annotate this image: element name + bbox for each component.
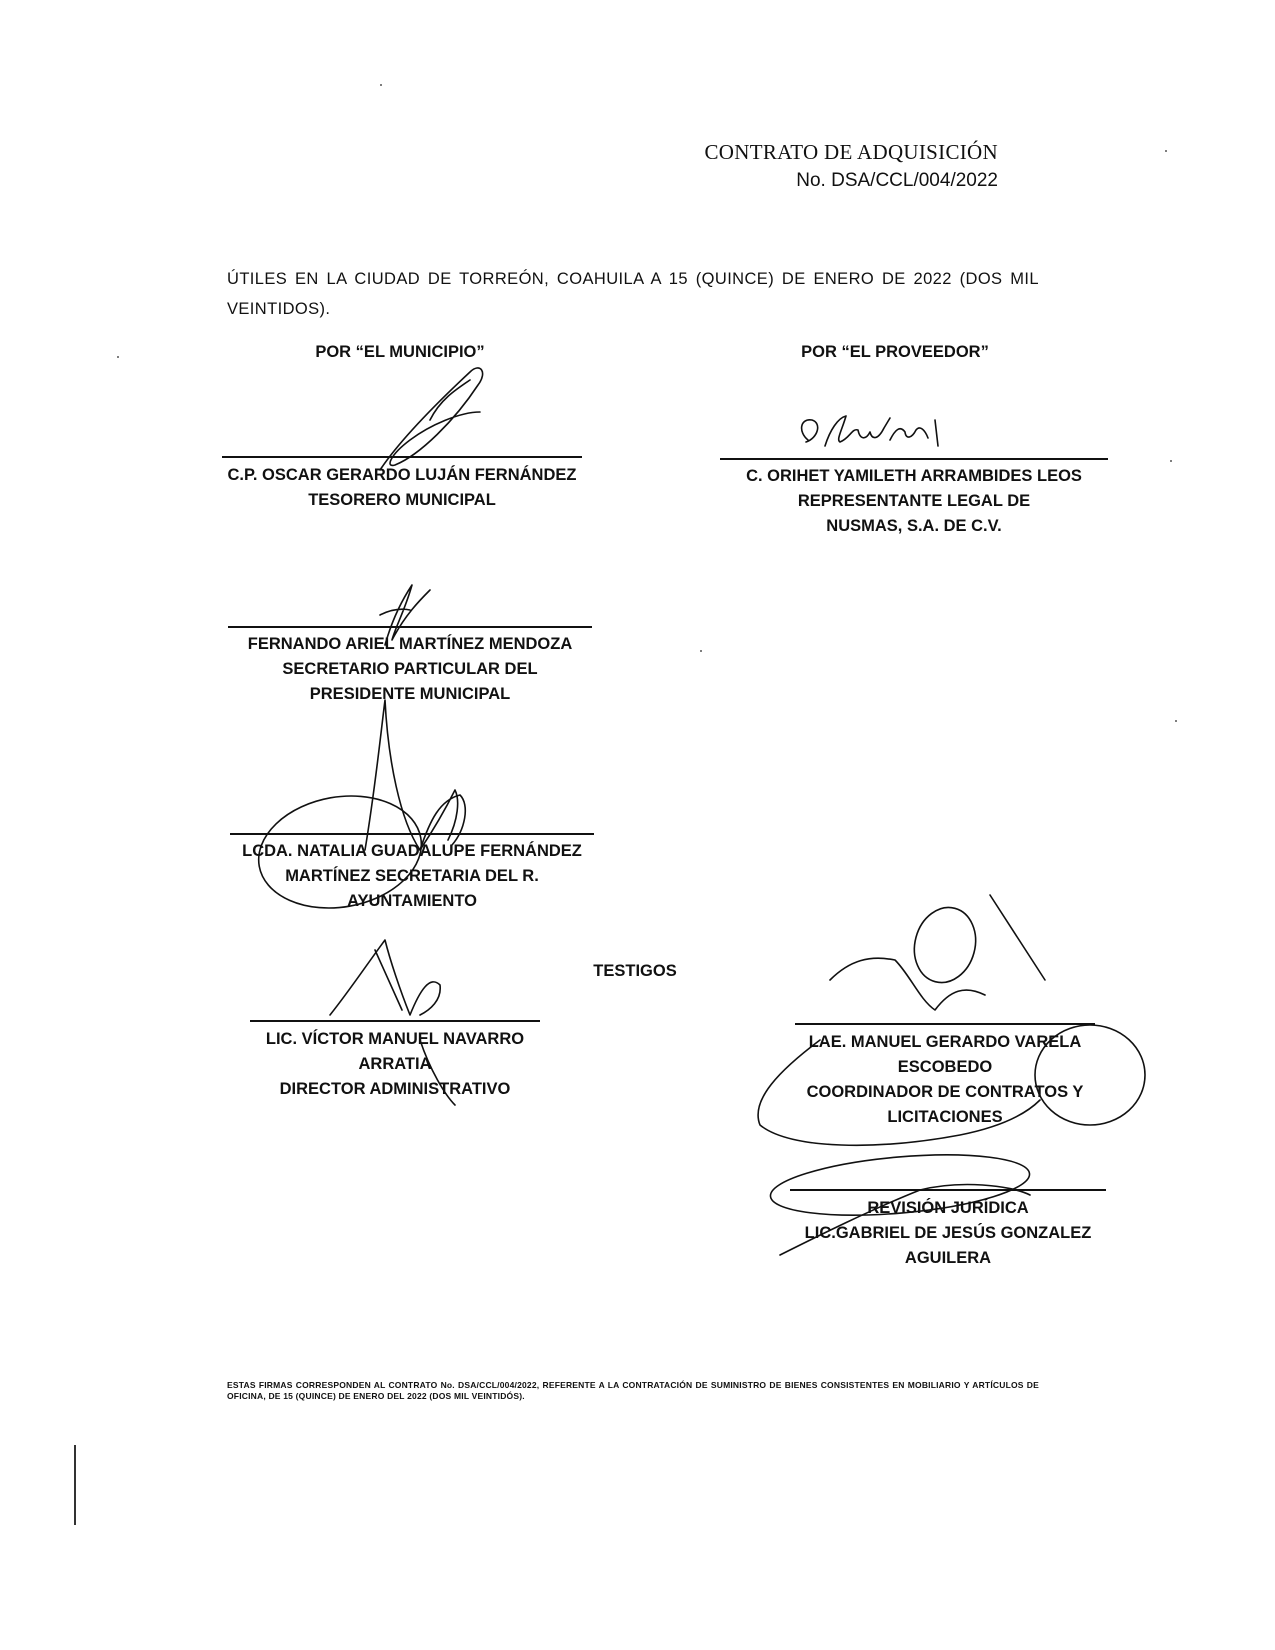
signatory-revision-juridica [790, 1196, 1106, 1271]
scan-speck [380, 84, 382, 86]
signatory-name: C. ORIHET YAMILETH ARRAMBIDES LEOS [746, 467, 1082, 485]
signatory-director-administrativo [230, 1027, 560, 1102]
scan-speck [1165, 150, 1167, 152]
signatory-tesorero [222, 463, 582, 513]
signature-line-coordinador [795, 1023, 1095, 1025]
scan-speck [700, 650, 702, 652]
signatory-role: MARTÍNEZ SECRETARIA DEL R. [285, 867, 539, 885]
revision-heading: REVISIÓN JURÍDICA [867, 1199, 1029, 1217]
signatory-name: FERNANDO ARIEL MARTÍNEZ MENDOZA [247, 635, 573, 653]
signature-coordinador [830, 895, 1045, 1010]
signatory-role: AYUNTAMIENTO [347, 892, 477, 910]
signature-secretaria-ayuntamiento [365, 700, 458, 850]
footnote: ESTAS FIRMAS CORRESPONDEN AL CONTRATO No. DSA/CCL/004/2022, REFERENTE A LA CONTRATACIÓN DE SUMINISTRO DE BIENES CONSISTENTES EN MOBILIARIO Y ARTÍCULOS DE OFICINA, DE 15 (QUINCE) DE ENERO DEL 2022 (DOS MIL VEINTIDÓS). [227, 1380, 1039, 1401]
signature-line-tesorero [222, 456, 582, 458]
signatory-role: TESORERO MUNICIPAL [308, 491, 496, 509]
signatory-secretario-particular [228, 632, 592, 707]
signatory-role: LICITACIONES [887, 1108, 1003, 1126]
signatory-name: ESCOBEDO [897, 1058, 993, 1076]
scan-speck [1170, 460, 1172, 462]
party-municipio-heading: POR “EL MUNICIPIO” [315, 343, 485, 361]
intro-paragraph: ÚTILES EN LA CIUDAD DE TORREÓN, COAHUILA A 15 (QUINCE) DE ENERO DE 2022 (DOS MIL VEINTIDOS). [227, 270, 1039, 318]
party-proveedor-heading: POR “EL PROVEEDOR” [801, 343, 989, 361]
signatory-secretaria-ayuntamiento [230, 839, 594, 914]
signatory-name: AGUILERA [904, 1249, 992, 1267]
contract-number: No. DSA/CCL/004/2022 [796, 170, 998, 191]
signature-line-proveedor [720, 458, 1108, 460]
testigos-label: TESTIGOS [593, 962, 677, 980]
signatory-role: DIRECTOR ADMINISTRATIVO [279, 1080, 511, 1098]
signature-proveedor [802, 416, 938, 446]
signature-line-secretario-particular [228, 626, 592, 628]
signature-line-director-administrativo [250, 1020, 540, 1022]
signature-line-secretaria-ayuntamiento [230, 833, 594, 835]
signatory-role: SECRETARIO PARTICULAR DEL [282, 660, 538, 678]
signatory-name: LCDA. NATALIA GUADALUPE FERNÁNDEZ [242, 842, 582, 860]
signatory-name: C.P. OSCAR GERARDO LUJÁN FERNÁNDEZ [227, 466, 577, 484]
signatory-name: LIC. VÍCTOR MANUEL NAVARRO [265, 1030, 525, 1048]
signatory-name: ARRATIA [358, 1055, 432, 1073]
scan-speck [117, 356, 119, 358]
signature-tesorero [380, 368, 483, 470]
document-title: CONTRATO DE ADQUISICIÓN [704, 140, 998, 164]
signatory-proveedor [720, 464, 1108, 539]
signatory-coordinador [795, 1030, 1095, 1130]
signatory-role: PRESIDENTE MUNICIPAL [309, 685, 511, 703]
scan-speck [1175, 720, 1177, 722]
signatory-company: NUSMAS, S.A. DE C.V. [826, 517, 1002, 535]
scan-edge-mark [74, 1445, 76, 1525]
signature-line-revision [790, 1189, 1106, 1191]
signatory-name: LIC.GABRIEL DE JESÚS GONZALEZ [804, 1224, 1092, 1242]
signatory-name: LAE. MANUEL GERARDO VARELA [808, 1033, 1082, 1051]
signature-director-administrativo [330, 940, 440, 1015]
signatory-role: COORDINADOR DE CONTRATOS Y [806, 1083, 1084, 1101]
signatory-role: REPRESENTANTE LEGAL DE [797, 492, 1031, 510]
